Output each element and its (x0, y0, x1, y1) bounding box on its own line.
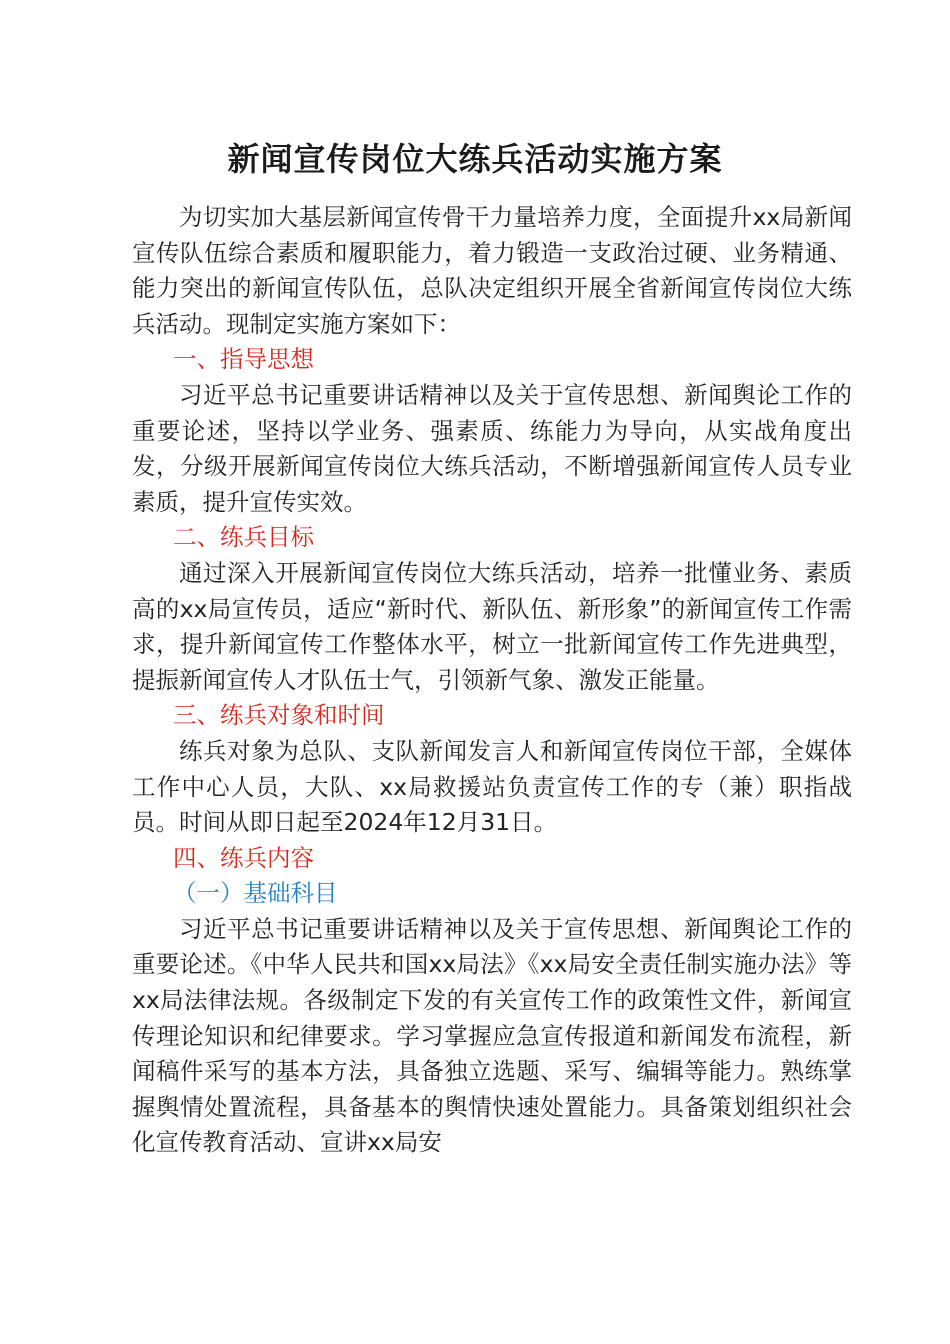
subsection-heading-basic-subjects: （一）基础科目 (173, 879, 338, 908)
subsection-body-basic-subjects: 习近平总书记重要讲话精神以及关于宣传思想、新闻舆论工作的重要论述。《中华人民共和国xx局法》《xx局安全责任制实施办法》等xx局法律法规。各级制定下发的有关宣传工作的政策性文件，新闻宣传理论知识和纪律要求。学习掌握应急宣传报道和新闻发布流程，新闻稿件采写的基本方法，具备独立选题、采写、编辑等能力。熟练掌握舆情处置流程，具备基本的舆情快速处置能力。具备策划组织社会化宣传教育活动、宣讲xx局安 (132, 914, 852, 1157)
section-heading-participants-and-time: 三、练兵对象和时间 (173, 701, 385, 730)
document-body (132, 200, 852, 1161)
section-body-guiding-ideology: 习近平总书记重要讲话精神以及关于宣传思想、新闻舆论工作的重要论述，坚持以学业务、强素质、练能力为导向，从实战角度出发，分级开展新闻宣传岗位大练兵活动，不断增强新闻宣传人员专业素质，提升宣传实效。 (132, 380, 852, 516)
section-body-participants-and-time: 练兵对象为总队、支队新闻发言人和新闻宣传岗位干部，全媒体工作中心人员，大队、xx局救援站负责宣传工作的专（兼）职指战员。时间从即日起至2024年12月31日。 (132, 736, 852, 837)
section-heading-guiding-ideology: 一、指导思想 (173, 345, 314, 374)
section-heading-training-goals: 二、练兵目标 (173, 523, 314, 552)
document-title: 新闻宣传岗位大练兵活动实施方案 (227, 140, 723, 178)
section-body-training-goals: 通过深入开展新闻宣传岗位大练兵活动，培养一批懂业务、素质高的xx局宣传员，适应“新时代、新队伍、新形象”的新闻宣传工作需求，提升新闻宣传工作整体水平，树立一批新闻宣传工作先进典型，提振新闻宣传人才队伍士气，引领新气象、激发正能量。 (132, 558, 852, 694)
section-heading-training-content: 四、练兵内容 (173, 843, 314, 872)
intro-paragraph: 为切实加大基层新闻宣传骨干力量培养力度，全面提升xx局新闻宣传队伍综合素质和履职能力，着力锻造一支政治过硬、业务精通、能力突出的新闻宣传队伍，总队决定组织开展全省新闻宣传岗位大练兵活动。现制定实施方案如下： (132, 203, 852, 338)
